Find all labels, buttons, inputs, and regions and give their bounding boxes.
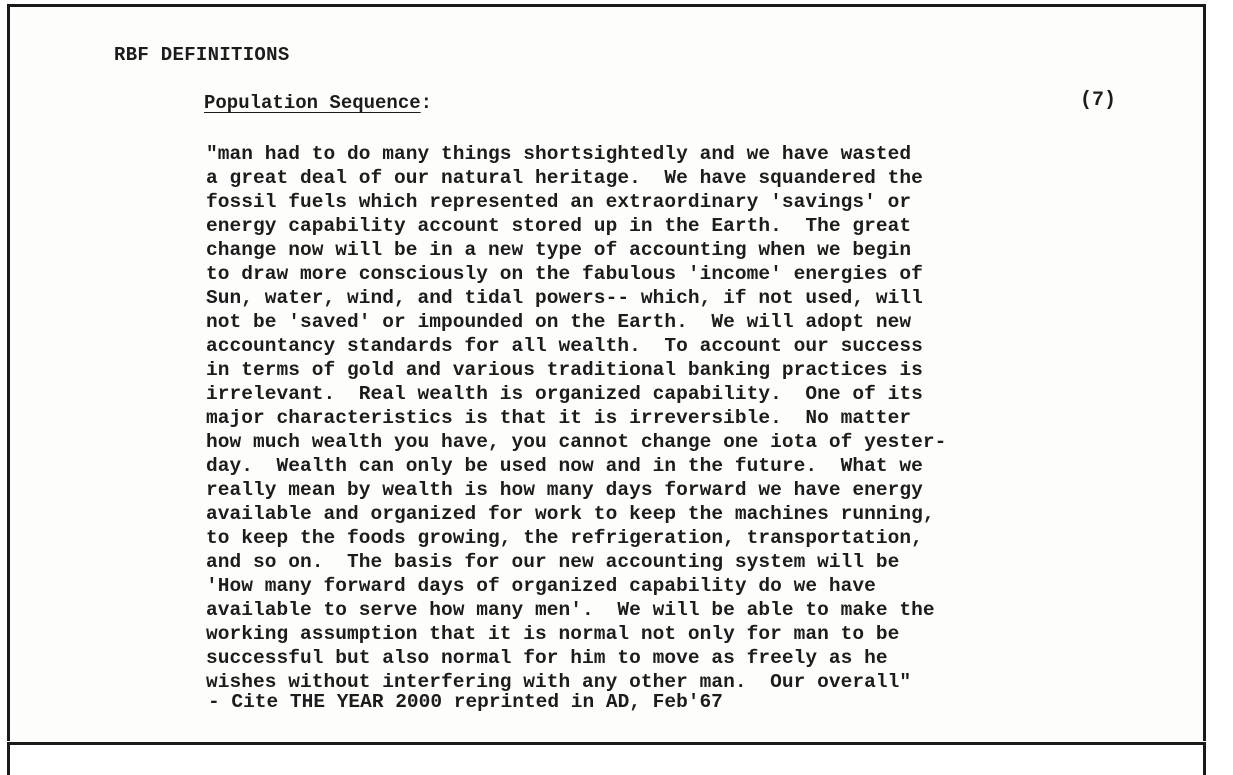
- quote-line: successful but also normal for him to move as freely as he: [206, 647, 888, 669]
- quote-line: wishes without interfering with any other man. Our overall": [206, 671, 912, 693]
- quote-line: available and organized for work to keep the machines running,: [206, 503, 935, 525]
- quote-line: to keep the foods growing, the refrigeration, transportation,: [206, 527, 923, 549]
- quote-body: [206, 142, 1106, 694]
- quote-line: change now will be in a new type of accounting when we begin: [206, 239, 912, 261]
- card-number: (7): [1080, 89, 1117, 112]
- quote-line: irrelevant. Real wealth is organized capability. One of its: [206, 383, 923, 405]
- quote-line: accountancy standards for all wealth. To account our success: [206, 335, 923, 357]
- quote-line: Sun, water, wind, and tidal powers-- which, if not used, will: [206, 287, 923, 309]
- section-heading: [204, 92, 432, 114]
- card-divider: [7, 742, 1206, 745]
- quote-line: available to serve how many men'. We will be able to make the: [206, 599, 935, 621]
- quote-line: major characteristics is that it is irreversible. No matter: [206, 407, 912, 429]
- quote-line: a great deal of our natural heritage. We have squandered the: [206, 167, 923, 189]
- quote-line: how much wealth you have, you cannot change one iota of yester-: [206, 431, 947, 453]
- quote-line: working assumption that it is normal not only for man to be: [206, 623, 900, 645]
- quote-line: fossil fuels which represented an extraordinary 'savings' or: [206, 191, 912, 213]
- quote-line: and so on. The basis for our new accounting system will be: [206, 551, 900, 573]
- next-card-right-edge: [1203, 742, 1206, 775]
- quote-line: energy capability account stored up in the Earth. The great: [206, 215, 912, 237]
- quote-line: not be 'saved' or impounded on the Earth. We will adopt new: [206, 311, 912, 333]
- section-title-colon: :: [420, 92, 433, 114]
- next-card-left-edge: [7, 742, 10, 775]
- quote-line: 'How many forward days of organized capability do we have: [206, 575, 876, 597]
- page-title: RBF DEFINITIONS: [114, 44, 290, 66]
- quote-line: "man had to do many things shortsightedly and we have wasted: [206, 143, 912, 165]
- quote-line: to draw more consciously on the fabulous 'income' energies of: [206, 263, 923, 285]
- citation: - Cite THE YEAR 2000 reprinted in AD, Feb'67: [208, 691, 723, 713]
- quote-line: in terms of gold and various traditional banking practices is: [206, 359, 923, 381]
- quote-line: really mean by wealth is how many days forward we have energy: [206, 479, 923, 501]
- quote-line: day. Wealth can only be used now and in the future. What we: [206, 455, 923, 477]
- section-title: Population Sequence: [204, 92, 421, 114]
